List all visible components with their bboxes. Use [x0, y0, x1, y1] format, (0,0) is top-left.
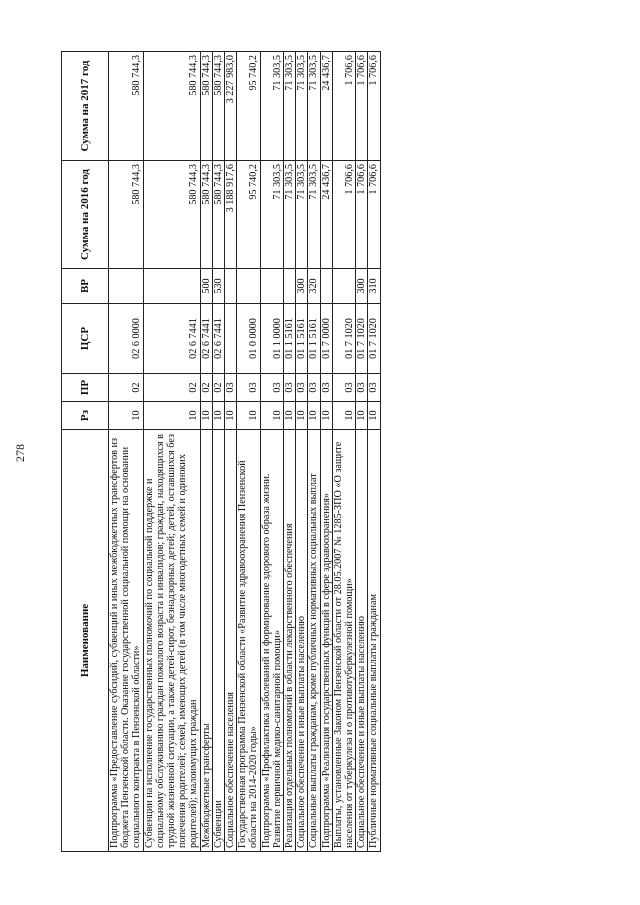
cell-sum2016: 1 706,6 [368, 161, 380, 269]
cell-rz: 10 [109, 402, 144, 430]
cell-sum2017: 580 744,3 [212, 52, 224, 161]
cell-rz: 10 [260, 402, 283, 430]
cell-csr: 01 7 1020 [368, 304, 380, 374]
cell-csr: 01 7 1020 [356, 304, 368, 374]
cell-sum2016: 71 303,5 [260, 161, 283, 269]
cell-pr: 03 [356, 374, 368, 402]
cell-rz: 10 [284, 402, 296, 430]
cell-sum2017: 95 740,2 [237, 52, 260, 161]
header-row [62, 52, 109, 852]
cell-sum2017: 24 436,7 [320, 52, 332, 161]
cell-pr: 03 [284, 374, 296, 402]
cell-name: Реализация отдельных полномочий в области лекарственного обеспечения [284, 430, 296, 852]
cell-name: Подпрограмма «Профилактика заболеваний и формирование здорового образа жизни. Развитие первичной медико-санитарной помощи» [260, 430, 283, 852]
table-row [368, 52, 380, 852]
cell-sum2017: 580 744,3 [143, 52, 200, 161]
header-pr: ПР [62, 374, 109, 402]
cell-rz: 10 [143, 402, 200, 430]
cell-vr [225, 269, 237, 304]
cell-sum2016: 24 436,7 [320, 161, 332, 269]
cell-sum2016: 95 740,2 [237, 161, 260, 269]
cell-name: Субвенции [212, 430, 224, 852]
cell-name: Подпрограмма «Предоставление субсидий, субвенций и иных межбюджетных трансфертов из бюджета Пензенской области. Оказание государственной социальной помощи на основании социального контракта в Пензенской области» [109, 430, 144, 852]
table-row [308, 52, 320, 852]
table-row [237, 52, 260, 852]
cell-sum2016: 580 744,3 [200, 161, 212, 269]
cell-csr: 01 1 5161 [308, 304, 320, 374]
cell-pr: 03 [332, 374, 355, 402]
rotated-table-wrapper [61, 52, 536, 852]
cell-rz: 10 [368, 402, 380, 430]
cell-sum2017: 71 303,5 [296, 52, 308, 161]
cell-vr: 300 [356, 269, 368, 304]
cell-vr [320, 269, 332, 304]
cell-csr: 01 1 5161 [296, 304, 308, 374]
cell-name: Выплаты, установленные Законом Пензенской области от 28.05.2007 № 1285-ЗПО «О защите населения от туберкулеза и о противотуберкулезной помощи» [332, 430, 355, 852]
cell-sum2017: 1 706,6 [368, 52, 380, 161]
cell-rz: 10 [320, 402, 332, 430]
cell-name: Социальные выплаты гражданам, кроме публичных нормативных социальных выплат [308, 430, 320, 852]
cell-sum2017: 71 303,5 [308, 52, 320, 161]
cell-sum2017: 71 303,5 [284, 52, 296, 161]
cell-csr: 01 1 0000 [260, 304, 283, 374]
cell-csr: 02 6 7441 [143, 304, 200, 374]
table-row [296, 52, 308, 852]
table-row [332, 52, 355, 852]
cell-vr: 320 [308, 269, 320, 304]
cell-vr [332, 269, 355, 304]
cell-sum2017: 580 744,3 [200, 52, 212, 161]
cell-rz: 10 [225, 402, 237, 430]
table-row [143, 52, 200, 852]
cell-name: Публичные нормативные социальные выплаты гражданам [368, 430, 380, 852]
cell-name: Социальное обеспечение и иные выплаты населению [296, 430, 308, 852]
cell-name: Подпрограмма «Реализация государственных функций в сфере здравоохранения» [320, 430, 332, 852]
cell-vr: 500 [200, 269, 212, 304]
cell-rz: 10 [212, 402, 224, 430]
cell-csr: 02 6 0000 [109, 304, 144, 374]
cell-name: Государственная программа Пензенской области «Развитие здравоохранения Пензенской области на 2014-2020 годы» [237, 430, 260, 852]
cell-rz: 10 [308, 402, 320, 430]
cell-sum2016: 580 744,3 [109, 161, 144, 269]
budget-table [61, 51, 381, 852]
cell-vr [109, 269, 144, 304]
cell-sum2016: 580 744,3 [212, 161, 224, 269]
cell-vr [284, 269, 296, 304]
cell-vr [143, 269, 200, 304]
cell-sum2017: 71 303,5 [260, 52, 283, 161]
cell-rz: 10 [356, 402, 368, 430]
table-row [109, 52, 144, 852]
cell-csr: 02 6 7441 [212, 304, 224, 374]
header-vr: ВР [62, 269, 109, 304]
cell-pr: 02 [200, 374, 212, 402]
table-body [109, 52, 381, 852]
cell-csr: 02 6 7441 [200, 304, 212, 374]
cell-name: Межбюджетные трансферты [200, 430, 212, 852]
cell-rz: 10 [200, 402, 212, 430]
cell-pr: 03 [308, 374, 320, 402]
cell-name: Социальное обеспечение населения [225, 430, 237, 852]
cell-csr: 01 0 0000 [237, 304, 260, 374]
table-row [320, 52, 332, 852]
cell-pr: 03 [368, 374, 380, 402]
cell-sum2017: 1 706,6 [356, 52, 368, 161]
table-row [284, 52, 296, 852]
cell-vr: 300 [296, 269, 308, 304]
cell-sum2017: 1 706,6 [332, 52, 355, 161]
cell-pr: 03 [260, 374, 283, 402]
table-row [356, 52, 368, 852]
cell-csr: 01 7 0000 [320, 304, 332, 374]
cell-csr [225, 304, 237, 374]
cell-pr: 02 [109, 374, 144, 402]
cell-rz: 10 [237, 402, 260, 430]
cell-name: Субвенции на исполнение государственных полномочий по социальной поддержке и социальному обслуживанию граждан пожилого возраста и инвалидов; граждан, находящихся в трудной жизненной ситуации, а также детей-сирот, безнадзорных детей; детей, оставшихся без попечения родителей; семей, имеющих детей (в том числе многодетных семей и одиноких родителей); малоимущих граждан [143, 430, 200, 852]
cell-sum2017: 3 227 983,0 [225, 52, 237, 161]
cell-vr [237, 269, 260, 304]
cell-pr: 03 [237, 374, 260, 402]
table-row [200, 52, 212, 852]
cell-sum2016: 71 303,5 [308, 161, 320, 269]
cell-sum2017: 580 744,3 [109, 52, 144, 161]
cell-sum2016: 580 744,3 [143, 161, 200, 269]
header-rz: Рз [62, 402, 109, 430]
cell-csr: 01 7 1020 [332, 304, 355, 374]
cell-rz: 10 [332, 402, 355, 430]
cell-pr: 03 [320, 374, 332, 402]
cell-sum2016: 1 706,6 [332, 161, 355, 269]
cell-rz: 10 [296, 402, 308, 430]
header-csr: ЦСР [62, 304, 109, 374]
cell-pr: 02 [212, 374, 224, 402]
table-row [212, 52, 224, 852]
cell-vr: 310 [368, 269, 380, 304]
header-sum-2017: Сумма на 2017 год [62, 52, 109, 161]
table-row [225, 52, 237, 852]
cell-sum2016: 1 706,6 [356, 161, 368, 269]
cell-sum2016: 3 188 917,6 [225, 161, 237, 269]
page-number: 278 [13, 444, 27, 462]
cell-pr: 03 [296, 374, 308, 402]
cell-vr [260, 269, 283, 304]
header-name: Наименование [62, 430, 109, 852]
cell-pr: 03 [225, 374, 237, 402]
cell-name: Социальное обеспечение и иные выплаты населению [356, 430, 368, 852]
cell-pr: 02 [143, 374, 200, 402]
cell-sum2016: 71 303,5 [284, 161, 296, 269]
cell-sum2016: 71 303,5 [296, 161, 308, 269]
cell-vr: 530 [212, 269, 224, 304]
header-sum-2016: Сумма на 2016 год [62, 161, 109, 269]
cell-csr: 01 1 5161 [284, 304, 296, 374]
table-row [260, 52, 283, 852]
